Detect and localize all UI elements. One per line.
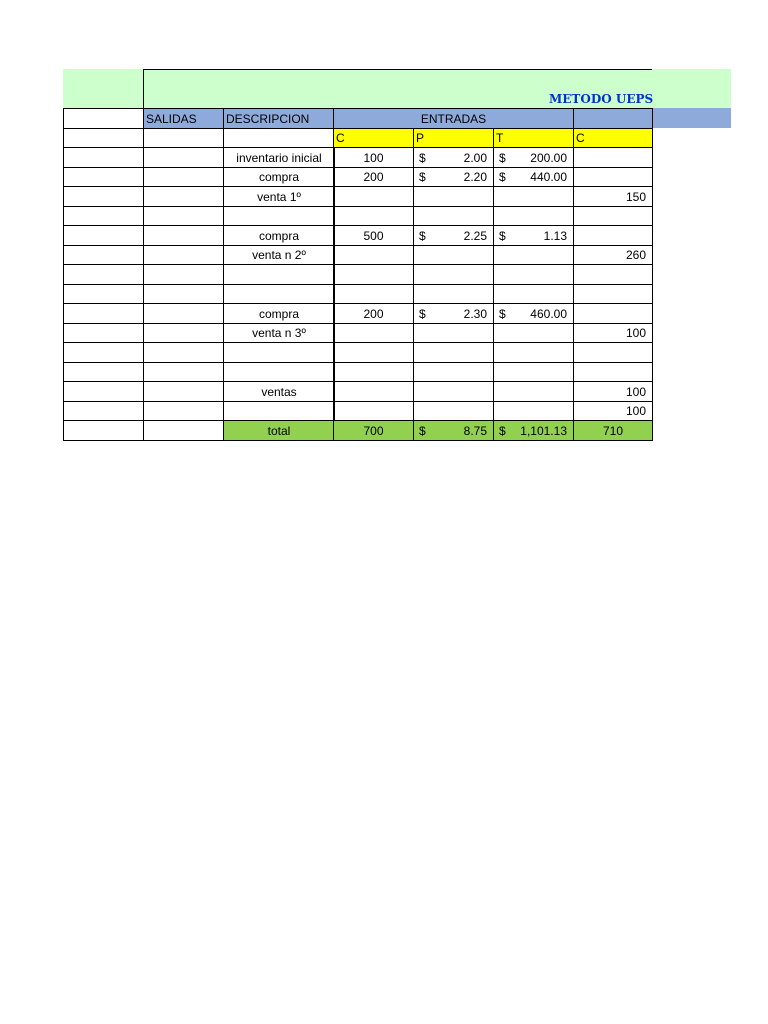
cell-a-sub[interactable] [63,128,144,148]
amount: 460.00 [530,307,567,321]
cell-total[interactable] [493,401,574,421]
cell-total[interactable] [493,303,574,324]
cell-descripcion[interactable]: compra [223,167,335,187]
cell-total[interactable] [493,381,574,402]
cell-salidas-total[interactable] [143,420,224,441]
currency-symbol: $ [499,307,506,321]
cell-descripcion[interactable]: inventario inicial [223,147,335,168]
cell-cantidad[interactable] [333,186,414,207]
cell-a-total[interactable] [63,420,144,441]
cell-a[interactable] [63,362,144,382]
header-band-extension [652,108,731,128]
cell-precio[interactable] [413,342,494,363]
total-total[interactable] [493,420,574,441]
header-descripcion[interactable]: DESCRIPCION [223,108,335,129]
total-precio[interactable] [413,420,494,441]
cell-cantidad[interactable]: 200 [333,303,414,324]
cell-a[interactable] [63,381,144,402]
currency-symbol: $ [499,170,506,184]
cell-cantidad[interactable]: 100 [333,147,414,168]
amount: 2.30 [463,307,487,321]
cell-precio[interactable] [413,206,494,226]
cell-a[interactable] [63,342,144,363]
cell-cantidad-salida[interactable] [573,147,653,168]
cell-descripcion[interactable]: venta n 3º [223,323,335,343]
amount: 2.00 [463,151,487,165]
cell-descripcion[interactable] [223,284,335,304]
cell-precio[interactable] [413,303,494,324]
cell-precio[interactable] [413,284,494,304]
header-entradas[interactable]: ENTRADAS [333,108,574,129]
cell-total[interactable] [493,186,574,207]
cell-precio[interactable] [413,381,494,402]
currency-symbol: $ [419,229,426,243]
cell-cantidad[interactable]: 500 [333,225,414,246]
currency-symbol: $ [419,307,426,321]
cell-descripcion[interactable]: venta n 2º [223,245,335,265]
cell-total[interactable] [493,225,574,246]
cell-c-sub[interactable] [223,128,335,148]
cell-precio[interactable] [413,401,494,421]
cell-cantidad[interactable] [333,323,414,343]
cell-cantidad[interactable] [333,245,414,265]
amount: 1.13 [543,229,567,243]
cell-descripcion[interactable]: compra [223,225,335,246]
cell-cantidad[interactable] [333,401,414,421]
header-p[interactable]: P [413,128,494,148]
cell-salidas[interactable] [143,245,224,265]
cell-cantidad-salida[interactable]: 150 [573,186,653,207]
header-t[interactable]: T [493,128,574,148]
cell-descripcion[interactable] [223,264,335,285]
currency-symbol: $ [499,151,506,165]
cell-precio[interactable] [413,186,494,207]
cell-precio[interactable] [413,245,494,265]
cell-salidas[interactable] [143,147,224,168]
cell-salidas[interactable] [143,381,224,402]
amount: 1,101.13 [520,424,567,438]
header-g-blank[interactable] [573,108,653,129]
cell-a[interactable] [63,147,144,168]
total-label[interactable]: total [223,420,335,441]
cell-cantidad-salida[interactable] [573,264,653,285]
cell-a[interactable] [63,284,144,304]
cell-salidas[interactable] [143,284,224,304]
cell-cantidad-salida[interactable] [573,303,653,324]
cell-total[interactable] [493,342,574,363]
cell-a[interactable] [63,206,144,226]
cell-salidas[interactable] [143,303,224,324]
cell-descripcion[interactable] [223,362,335,382]
cell-total[interactable] [493,362,574,382]
cell-cantidad-salida[interactable] [573,284,653,304]
total-cantidad-salida[interactable]: 710 [573,420,653,441]
cell-b-sub[interactable] [143,128,224,148]
cell-a[interactable] [63,225,144,246]
cell-total[interactable] [493,264,574,285]
cell-cantidad-salida[interactable]: 100 [573,401,653,421]
cell-cantidad-salida[interactable] [573,167,653,187]
cell-cantidad[interactable] [333,284,414,304]
cell-salidas[interactable] [143,186,224,207]
cell-cantidad-salida[interactable] [573,225,653,246]
amount: 200.00 [530,151,567,165]
cell-descripcion[interactable]: ventas [223,381,335,402]
cell-cantidad-salida[interactable] [573,342,653,363]
cell-cantidad[interactable] [333,342,414,363]
cell-descripcion[interactable] [223,206,335,226]
cell-precio[interactable] [413,225,494,246]
currency-symbol: $ [499,229,506,243]
header-c[interactable]: C [333,128,414,148]
cell-cantidad[interactable]: 200 [333,167,414,187]
cell-a[interactable] [63,245,144,265]
cell-descripcion[interactable]: compra [223,303,335,324]
total-cantidad[interactable]: 700 [333,420,414,441]
header-c2[interactable]: C [573,128,653,148]
cell-a[interactable] [63,167,144,187]
currency-symbol: $ [419,170,426,184]
cell-a[interactable] [63,323,144,343]
cell-salidas[interactable] [143,362,224,382]
cell-salidas[interactable] [143,342,224,363]
cell-descripcion[interactable] [223,401,335,421]
cell-a[interactable] [63,186,144,207]
cell-total[interactable] [493,323,574,343]
cell-total[interactable] [493,206,574,226]
cell-a[interactable] [63,264,144,285]
cell-total[interactable] [493,167,574,187]
amount: 440.00 [530,170,567,184]
cell-salidas[interactable] [143,264,224,285]
cell-precio[interactable] [413,264,494,285]
currency-symbol: $ [419,151,426,165]
cell-precio[interactable] [413,147,494,168]
cell-a-header[interactable] [63,108,144,129]
cell-total[interactable] [493,284,574,304]
currency-symbol: $ [499,424,506,438]
page-title: METODO UEPS [549,92,654,106]
cell-cantidad-salida[interactable]: 100 [573,323,653,343]
cell-salidas[interactable] [143,401,224,421]
cell-salidas[interactable] [143,323,224,343]
cell-precio[interactable] [413,362,494,382]
cell-total[interactable] [493,147,574,168]
cell-cantidad-salida[interactable]: 260 [573,245,653,265]
header-salidas[interactable]: SALIDAS [143,108,224,129]
cell-cantidad[interactable] [333,206,414,226]
cell-a[interactable] [63,303,144,324]
cell-descripcion[interactable]: venta 1º [223,186,335,207]
cell-precio[interactable] [413,167,494,187]
cell-total[interactable] [493,245,574,265]
amount: 2.20 [463,170,487,184]
cell-cantidad-salida[interactable]: 100 [573,381,653,402]
cell-cantidad[interactable] [333,264,414,285]
amount: 2.25 [463,229,487,243]
cell-cantidad-salida[interactable] [573,206,653,226]
currency-symbol: $ [419,424,426,438]
cell-descripcion[interactable] [223,342,335,363]
title-band-left [63,69,143,108]
cell-cantidad-salida[interactable] [573,362,653,382]
cell-salidas[interactable] [143,206,224,226]
amount: 8.75 [463,424,487,438]
cell-salidas[interactable] [143,167,224,187]
cell-cantidad[interactable] [333,381,414,402]
cell-precio[interactable] [413,323,494,343]
cell-a[interactable] [63,401,144,421]
cell-cantidad[interactable] [333,362,414,382]
cell-salidas[interactable] [143,225,224,246]
